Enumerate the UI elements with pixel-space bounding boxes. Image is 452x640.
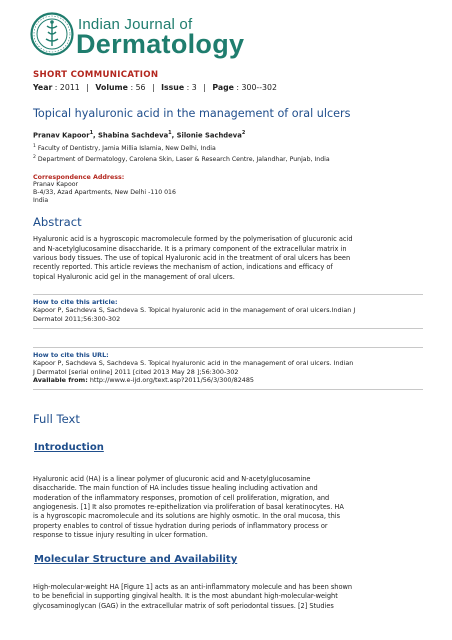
abstract-line: and N-acetylglucosamine disaccharide. It is a primary component of the extracellular matrix in	[33, 244, 347, 253]
introduction-line: response to tissue injury resulting in ulcer formation.	[33, 530, 208, 539]
correspondence-heading: Correspondence Address:	[33, 174, 125, 182]
meta-separator: |	[151, 83, 155, 92]
page-label: Page	[212, 83, 234, 92]
affiliation-text: Department of Dermatology, Carolena Skin, Laser & Research Centre, Jalandhar, Punjab, India	[37, 156, 330, 164]
molecular-structure-line: High-molecular-weight HA [Figure 1] acts as an anti-inflammatory molecule and has been shown	[33, 583, 353, 592]
affiliation-text: Faculty of Dentistry, Jamia Millia Islamia, New Delhi, India	[37, 145, 216, 153]
affiliation	[33, 142, 423, 153]
page-value: 300--302	[241, 83, 277, 92]
journal-name-line1: Indian Journal of	[78, 16, 193, 33]
section-heading-molecular-structure[interactable]: Molecular Structure and Availability	[34, 554, 238, 566]
author-name: Pranav Kapoor	[33, 131, 90, 140]
cite-url-box	[33, 347, 423, 390]
affiliation-mark: 1	[33, 144, 36, 150]
cite-url-label: How to cite this URL:	[33, 350, 109, 359]
journal-seal-icon	[30, 12, 74, 56]
year-value: 2011	[59, 83, 80, 92]
article-type: SHORT COMMUNICATION	[33, 70, 159, 80]
molecular-structure-line: to be beneficial in supporting gingival health. It is the most abundant high-molecular-weight	[33, 592, 338, 601]
cite-article-box	[33, 294, 423, 329]
affiliation	[33, 153, 423, 164]
cite-url-line: J Dermatol [serial online] 2011 [cited 2013 May 28 ];56:300-302	[33, 367, 239, 376]
introduction-line: Hyaluronic acid (HA) is a linear polymer of glucuronic acid and N-acetylglucosamine	[33, 475, 311, 484]
journal-header	[30, 10, 245, 62]
correspondence-line: Pranav Kapoor	[33, 181, 79, 189]
cite-article-line: Dermatol 2011;56:300-302	[33, 315, 121, 324]
introduction-line: is a hygroscopic macromolecule and its solutions are highly osmotic. In the oral mucosa, this	[33, 512, 341, 521]
cite-url-line: Kapoor P, Sachdeva S, Sachdeva S. Topical hyaluronic acid in the management of oral ulcers. Indian	[33, 359, 354, 368]
author-affil-mark: 1	[168, 130, 172, 136]
volume-label: Volume	[95, 83, 128, 92]
abstract-text	[33, 235, 423, 281]
introduction-line: angiogenesis. [1] It also promotes re-epithelization via proliferation of basal keratinocytes. HA	[33, 502, 344, 511]
molecular-structure-text	[33, 583, 423, 611]
correspondence-line: India	[33, 197, 49, 205]
correspondence-address	[33, 181, 423, 205]
abstract-heading: Abstract	[33, 215, 82, 230]
abstract-line: Hyaluronic acid is a hygroscopic macromolecule formed by the polymerisation of glucuronic acid	[33, 235, 353, 244]
article-meta: Year : 2011 | Volume : 56 | Issue : 3 | Page : 300--302	[33, 83, 277, 92]
full-text-heading: Full Text	[33, 412, 80, 427]
introduction-text	[33, 475, 423, 540]
introduction-line: moderation of the inflammatory responses, promotion of cell proliferation, migration, and	[33, 493, 330, 502]
section-heading-introduction[interactable]: Introduction	[34, 442, 104, 454]
abstract-line: topical Hyaluronic acid gel in the management of oral ulcers.	[33, 272, 235, 281]
introduction-line: property enables to control of tissue hydration during periods of inflammatory process or	[33, 521, 328, 530]
author-affil-mark: 2	[241, 130, 246, 136]
cite-article-line: Kapoor P, Sachdeva S, Sachdeva S. Topical hyaluronic acid in the management of oral ulcers.Indian J	[33, 306, 356, 315]
available-line	[33, 376, 423, 385]
meta-separator: |	[203, 83, 206, 92]
issue-value: 3	[191, 83, 197, 92]
abstract-line: recently reported. This article reviews the mechanism of action, indications and efficacy of	[33, 263, 333, 272]
issue-label: Issue	[161, 83, 185, 92]
cite-article-label: How to cite this article:	[33, 297, 118, 306]
molecular-structure-line: glycosaminoglycan (GAG) in the extracellular matrix of soft periodontal tissues. [2] Studies	[33, 601, 334, 610]
introduction-line: disaccharide. The main function of HA includes tissue healing including activation and	[33, 484, 318, 493]
correspondence-line: B-4/33, Azad Apartments, New Delhi -110 016	[33, 189, 176, 197]
author-name: Silonie Sachdeva	[176, 131, 242, 140]
article-url-link[interactable]: http://www.e-ijd.org/text.asp?2011/56/3/300/82485	[89, 376, 254, 385]
affiliation-mark: 2	[33, 155, 36, 161]
meta-separator: |	[86, 83, 89, 92]
abstract-line: various body tissues. The use of topical Hyaluronic acid in the treatment of oral ulcers has been	[33, 253, 351, 262]
available-label: Available from:	[33, 376, 88, 385]
author-name: Shabina Sachdeva	[98, 131, 169, 140]
volume-value: 56	[135, 83, 146, 92]
author-list: Pranav Kapoor$^1$, Shabina Sachdeva$^1$, Silonie Sachdeva$^2$	[33, 130, 246, 140]
year-label: Year	[33, 83, 53, 92]
author-affil-mark: 1	[89, 130, 94, 136]
article-title: Topical hyaluronic acid in the management of oral ulcers	[33, 107, 351, 120]
journal-name-line2: Dermatology	[76, 29, 245, 59]
affiliation-list	[33, 142, 423, 164]
article-content	[33, 70, 423, 611]
